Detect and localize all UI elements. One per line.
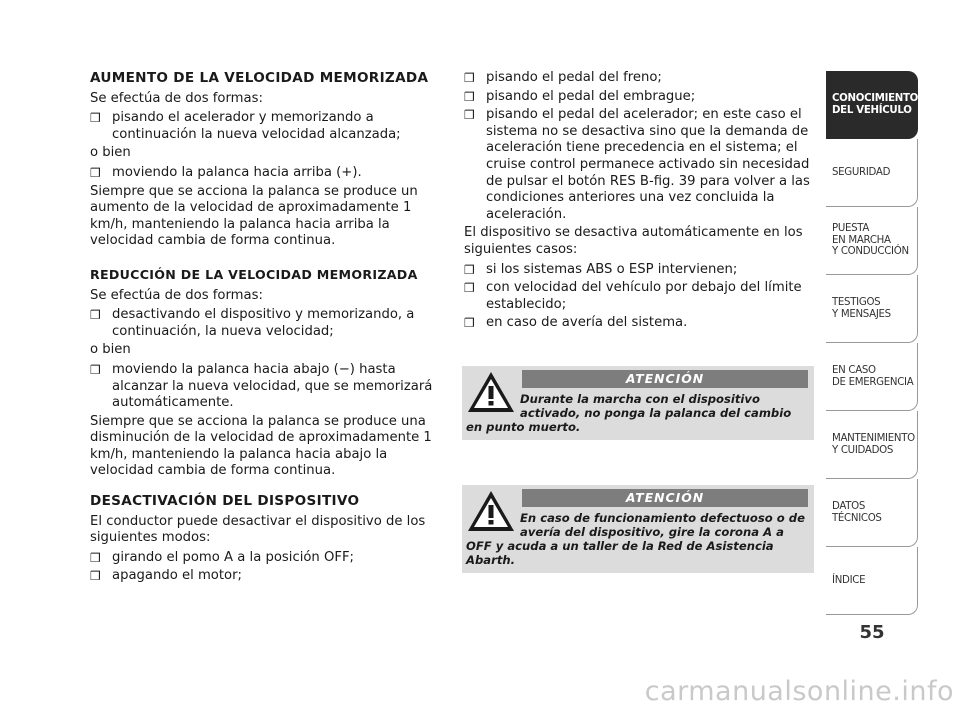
list-item-text: apagando el motor;	[112, 568, 242, 584]
checkbox-bullet-icon: ❒	[90, 550, 101, 565]
warning-triangle-icon	[466, 370, 516, 414]
watermark: carmanualsonline.info	[644, 676, 954, 707]
paragraph: Se efectúa de dos formas:	[90, 287, 263, 303]
warning-title: ATENCIÓN	[522, 370, 808, 388]
section-heading: DESACTIVACIÓN DEL DISPOSITIVO	[90, 493, 360, 510]
warning-title: ATENCIÓN	[522, 489, 808, 507]
list-item	[464, 262, 816, 279]
paragraph: o bien	[90, 145, 131, 161]
list-item	[90, 550, 440, 567]
list-item-text: pisando el pedal del freno;	[486, 70, 662, 85]
list-item-text: pisando el pedal del acelerador; en este caso el sistema no se desactiva sino que la demanda de aceleración tiene precedencia en el sistema; el cruise control permanece activado sin necesidad de pulsar el botón RES B-fig. 39 para volver a las condiciones anteriores una vez concluida la aceleración.	[486, 107, 810, 222]
checkbox-bullet-icon: ❒	[90, 362, 101, 377]
list-item-text: girando el pomo A a la posición OFF;	[112, 549, 354, 565]
list-item	[90, 307, 440, 340]
checkbox-bullet-icon: ❒	[464, 89, 475, 104]
paragraph: El dispositivo se desactiva automáticamente en los siguientes casos:	[464, 225, 803, 257]
list-item-text: con velocidad del vehículo por debajo del límite establecido;	[486, 280, 802, 312]
section-heading: AUMENTO DE LA VELOCIDAD MEMORIZADA	[90, 70, 429, 86]
checkbox-bullet-icon: ❒	[464, 281, 475, 296]
list-item-text: pisando el pedal del embrague;	[486, 88, 696, 104]
tab-indice[interactable]: ÍNDICE	[826, 547, 918, 615]
right-column	[464, 70, 816, 334]
paragraph: o bien	[90, 342, 131, 358]
chapter-tabs	[826, 71, 918, 615]
list-item-text: moviendo la palanca hacia arriba (+).	[112, 164, 362, 180]
checkbox-bullet-icon: ❒	[90, 569, 101, 584]
paragraph: Siempre que se acciona la palanca se produce un aumento de la velocidad de aproximadamente 1 km/h, manteniendo la palanca hacia arriba la velocidad cambia de forma continua.	[90, 183, 418, 249]
warning-box	[462, 366, 814, 440]
warning-box	[462, 485, 814, 573]
paragraph: Se efectúa de dos formas:	[90, 90, 263, 106]
list-item-text: en caso de avería del sistema.	[486, 315, 688, 331]
list-item-text: moviendo la palanca hacia abajo (−) hasta alcanzar la nueva velocidad, que se memorizará automáticamente.	[112, 361, 433, 411]
tab-puesta-en-marcha[interactable]: PUESTA EN MARCHA Y CONDUCCIÓN	[826, 207, 918, 275]
checkbox-bullet-icon: ❒	[90, 165, 101, 180]
tab-seguridad[interactable]: SEGURIDAD	[826, 139, 918, 207]
checkbox-bullet-icon: ❒	[464, 316, 475, 331]
checkbox-bullet-icon: ❒	[464, 71, 475, 85]
list-item	[464, 89, 816, 106]
warning-text: Durante la marcha con el dispositivo activado, no ponga la palanca del cambio en punto muerto.	[466, 392, 792, 434]
list-item	[464, 107, 816, 223]
list-item	[90, 165, 440, 182]
left-column	[90, 70, 440, 587]
paragraph: Siempre que se acciona la palanca se produce una disminución de la velocidad de aproximadamente 1 km/h, manteniendo la palanca hacia abajo la velocidad cambia de forma continua.	[90, 413, 432, 479]
section-heading: REDUCCIÓN DE LA VELOCIDAD MEMORIZADA	[90, 266, 418, 282]
list-item-text: si los sistemas ABS o ESP intervienen;	[486, 261, 738, 277]
warning-triangle-icon	[466, 489, 516, 533]
list-item-text: desactivando el dispositivo y memorizando, a continuación, la nueva velocidad;	[112, 307, 415, 339]
list-item-text: pisando el acelerador y memorizando a continuación la nueva velocidad alcanzada;	[112, 110, 401, 142]
tab-datos-tecnicos[interactable]: DATOS TÉCNICOS	[826, 479, 918, 547]
tab-conocimiento[interactable]: CONOCIMIENTO DEL VEHÍCULO	[826, 71, 918, 139]
warning-text: En caso de funcionamiento defectuoso o de avería del dispositivo, gire la corona A a OFF y acuda a un taller de la Red de Asistencia Abarth.	[466, 511, 805, 567]
list-item	[464, 315, 816, 332]
tab-emergencia[interactable]: EN CASO DE EMERGENCIA	[826, 343, 918, 411]
paragraph: El conductor puede desactivar el dispositivo de los siguientes modos:	[90, 513, 426, 546]
checkbox-bullet-icon: ❒	[90, 111, 101, 126]
list-item	[90, 362, 440, 412]
list-item	[90, 110, 440, 143]
list-item	[464, 280, 816, 313]
tab-mantenimiento[interactable]: MANTENIMIENTO Y CUIDADOS	[826, 411, 918, 479]
checkbox-bullet-icon: ❒	[90, 308, 101, 323]
page-number: 55	[859, 622, 885, 643]
checkbox-bullet-icon: ❒	[464, 262, 475, 277]
tab-testigos[interactable]: TESTIGOS Y MENSAJES	[826, 275, 918, 343]
checkbox-bullet-icon: ❒	[464, 108, 475, 123]
list-item	[464, 70, 816, 87]
list-item	[90, 568, 440, 585]
